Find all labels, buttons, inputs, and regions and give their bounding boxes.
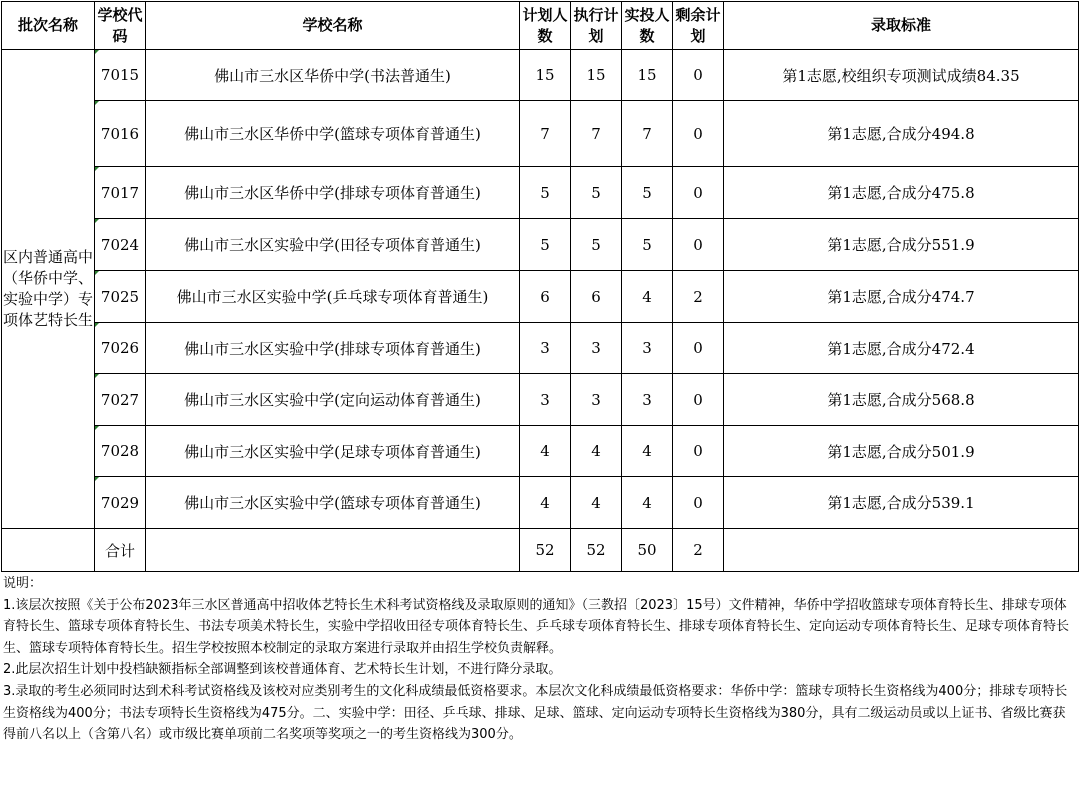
exec-count: 7 — [571, 101, 622, 167]
plan-count: 4 — [520, 477, 571, 529]
header-row — [2, 2, 1079, 50]
plan-count: 5 — [520, 167, 571, 219]
remain-count: 0 — [673, 323, 724, 374]
table-row — [2, 323, 1079, 374]
table-row — [2, 50, 1079, 101]
school-name: 佛山市三水区实验中学(排球专项体育普通生) — [146, 323, 520, 374]
school-name: 佛山市三水区实验中学(田径专项体育普通生) — [146, 219, 520, 271]
exec-count: 5 — [571, 219, 622, 271]
plan-count: 3 — [520, 374, 571, 426]
school-code: 7015 — [95, 50, 146, 101]
table-row — [2, 101, 1079, 167]
school-code: 7017 — [95, 167, 146, 219]
plan-count: 3 — [520, 323, 571, 374]
school-name: 佛山市三水区华侨中学(篮球专项体育普通生) — [146, 101, 520, 167]
school-code: 7026 — [95, 323, 146, 374]
admission-criteria: 第1志愿,合成分475.8 — [724, 167, 1079, 219]
plan-count: 5 — [520, 219, 571, 271]
header-plan: 计划人数 — [520, 2, 571, 50]
actual-count: 5 — [622, 219, 673, 271]
header-criteria: 录取标准 — [724, 2, 1079, 50]
school-name: 佛山市三水区实验中学(乒乓球专项体育普通生) — [146, 271, 520, 323]
exec-count: 5 — [571, 167, 622, 219]
remain-count: 0 — [673, 426, 724, 477]
header-exec: 执行计划 — [571, 2, 622, 50]
plan-count: 7 — [520, 101, 571, 167]
batch-name: 区内普通高中（华侨中学、实验中学）专项体艺特长生 — [2, 50, 95, 529]
total-remain: 2 — [673, 529, 724, 572]
school-name: 佛山市三水区华侨中学(书法普通生) — [146, 50, 520, 101]
table-row — [2, 477, 1079, 529]
plan-count: 6 — [520, 271, 571, 323]
school-code: 7028 — [95, 426, 146, 477]
admission-table — [1, 1, 1079, 572]
exec-count: 4 — [571, 477, 622, 529]
exec-count: 6 — [571, 271, 622, 323]
note-item-3: 3.录取的考生必须同时达到术科考试资格线及该校对应类别考生的文化科成绩最低资格要求。本层次文化科成绩最低资格要求：华侨中学：篮球专项特长生资格线为400分；排球专项特长生资格线为400分；书法专项特长生资格线为475分。二、实验中学：田径、乒乓球、排球、足球、篮球、定向运动专项特长生资格线为380分，具有二级运动员或以上证书、省级比赛获得前八名以上（含第八名）或市级比赛单项前二名奖项等奖项之一的考生资格线为300分。 — [3, 683, 1068, 743]
exec-count: 3 — [571, 374, 622, 426]
table-row — [2, 426, 1079, 477]
actual-count: 3 — [622, 323, 673, 374]
exec-count: 3 — [571, 323, 622, 374]
table-row — [2, 167, 1079, 219]
total-actual: 50 — [622, 529, 673, 572]
total-row — [2, 529, 1079, 572]
remain-count: 0 — [673, 374, 724, 426]
note-item-2: 2.此层次招生计划中投档缺额指标全部调整到该校普通体育、艺术特长生计划，不进行降分录取。 — [3, 662, 562, 678]
remain-count: 0 — [673, 477, 724, 529]
header-actual: 实投人数 — [622, 2, 673, 50]
actual-count: 7 — [622, 101, 673, 167]
total-exec: 52 — [571, 529, 622, 572]
notes-section — [3, 573, 1078, 746]
school-code: 7027 — [95, 374, 146, 426]
school-name: 佛山市三水区华侨中学(排球专项体育普通生) — [146, 167, 520, 219]
admission-criteria: 第1志愿,合成分494.8 — [724, 101, 1079, 167]
remain-count: 2 — [673, 271, 724, 323]
exec-count: 4 — [571, 426, 622, 477]
plan-count: 15 — [520, 50, 571, 101]
school-code: 7029 — [95, 477, 146, 529]
school-name: 佛山市三水区实验中学(足球专项体育普通生) — [146, 426, 520, 477]
admission-criteria: 第1志愿,合成分539.1 — [724, 477, 1079, 529]
school-code: 7024 — [95, 219, 146, 271]
actual-count: 15 — [622, 50, 673, 101]
note-item-1: 1.该层次按照《关于公布2023年三水区普通高中招收体艺特长生术科考试资格线及录取原则的通知》（三教招〔2023〕15号）文件精神，华侨中学招收篮球专项体育特长生、排球专项体育特长生、篮球专项体育特长生、书法专项美术特长生，实验中学招收田径专项体育特长生、乒乓球专项体育特长生、排球专项体育特长生、定向运动专项体育特长生、足球专项体育特长生、篮球专项特体育特长生。招生学校按照本校制定的录取方案进行录取并由招生学校负责解释。 — [3, 597, 1070, 656]
header-code: 学校代码 — [95, 2, 146, 50]
actual-count: 4 — [622, 426, 673, 477]
remain-count: 0 — [673, 219, 724, 271]
school-code: 7016 — [95, 101, 146, 167]
actual-count: 4 — [622, 271, 673, 323]
actual-count: 5 — [622, 167, 673, 219]
header-remain: 剩余计划 — [673, 2, 724, 50]
remain-count: 0 — [673, 101, 724, 167]
exec-count: 15 — [571, 50, 622, 101]
total-label: 合计 — [95, 529, 146, 572]
school-name: 佛山市三水区实验中学(定向运动体育普通生) — [146, 374, 520, 426]
admission-criteria: 第1志愿,合成分501.9 — [724, 426, 1079, 477]
total-empty-name — [146, 529, 520, 572]
admission-criteria: 第1志愿,合成分474.7 — [724, 271, 1079, 323]
admission-criteria: 第1志愿,合成分472.4 — [724, 323, 1079, 374]
table-row — [2, 271, 1079, 323]
total-empty-criteria — [724, 529, 1079, 572]
admission-criteria: 第1志愿,合成分551.9 — [724, 219, 1079, 271]
plan-count: 4 — [520, 426, 571, 477]
header-batch: 批次名称 — [2, 2, 95, 50]
table-row — [2, 219, 1079, 271]
header-name: 学校名称 — [146, 2, 520, 50]
admission-criteria: 第1志愿,合成分568.8 — [724, 374, 1079, 426]
notes-title: 说明： — [3, 576, 43, 591]
school-name: 佛山市三水区实验中学(篮球专项体育普通生) — [146, 477, 520, 529]
actual-count: 3 — [622, 374, 673, 426]
total-empty-batch — [2, 529, 95, 572]
remain-count: 0 — [673, 50, 724, 101]
total-plan: 52 — [520, 529, 571, 572]
actual-count: 4 — [622, 477, 673, 529]
admission-criteria: 第1志愿,校组织专项测试成绩84.35 — [724, 50, 1079, 101]
table-row — [2, 374, 1079, 426]
remain-count: 0 — [673, 167, 724, 219]
school-code: 7025 — [95, 271, 146, 323]
